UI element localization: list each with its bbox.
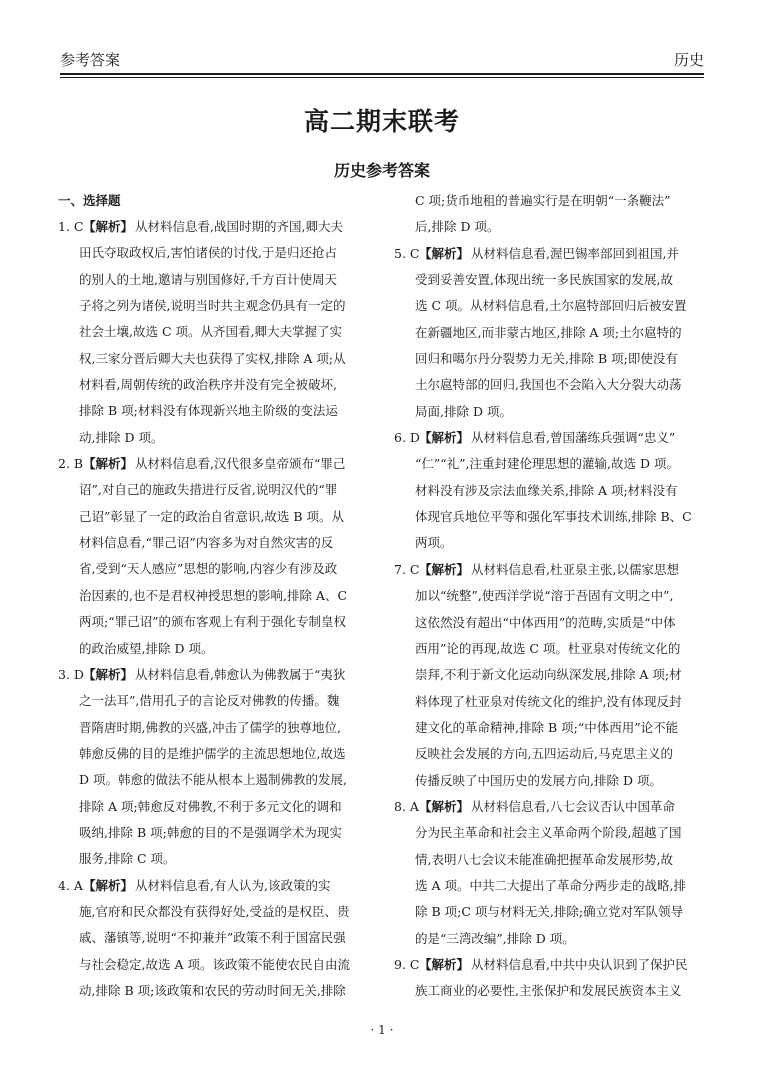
answer-number: 7. C [394,561,420,577]
answer-line [58,636,368,662]
answer-item [394,425,704,557]
answer-line [394,425,704,451]
answer-text: 诏”,对自己的施政失措进行反省,说明汉代的“罪 [79,482,338,498]
answer-text: 反映社会发展的方向,五四运动后,马克思主义的 [415,746,673,762]
answer-item [394,794,704,952]
answer-text: 选 A 项。中共二大提出了革命分两步走的战略,排 [415,877,686,893]
answer-line [394,741,704,767]
right-answer-list [394,188,704,1005]
page-subtitle: 历史参考答案 [333,161,430,180]
left-answer-list [58,214,368,1004]
analysis-tag: 【解析】 [419,430,470,446]
answer-line [58,688,368,714]
answer-text: 分为民主革命和社会主义革命两个阶段,超越了国 [415,825,682,841]
analysis-tag: 【解析】 [83,666,134,682]
answer-line [394,372,704,398]
answer-line [394,320,704,346]
answer-line [394,530,704,556]
section-heading: 一、选择题 [58,193,121,208]
answer-text: “仁”“礼”,注重封建伦理思想的灌输,故选 D 项。 [415,456,679,472]
page-number: · 1 · [370,1023,394,1037]
answer-line [394,978,704,1004]
answer-line [58,583,368,609]
answer-text: 戚、藩镇等,说明“不抑兼并”政策不利于国富民强 [79,930,346,946]
answer-line [58,477,368,503]
answer-text: 施,官府和民众都没有获得好处,受益的是权臣、贵 [79,903,350,919]
header-rule [60,73,704,75]
answer-text: 选 C 项。从材料信息看,土尔扈特部回归后被安置 [415,298,687,314]
answer-line [58,372,368,398]
answer-text: 材料没有涉及宗法血缘关系,排除 A 项;材料没有 [415,482,678,498]
answer-item [58,873,368,1005]
analysis-tag: 【解析】 [83,877,134,893]
answer-line [58,846,368,872]
answer-line [394,715,704,741]
answer-text: 从材料信息看,杜亚泉主张,以儒家思想 [471,561,679,577]
answer-text: 服务,排除 C 项。 [79,851,176,867]
answer-text: 田氏夺取政权后,害怕诸侯的讨伐,于是归还抢占 [79,245,337,261]
answer-text: 从材料信息看,中共中央认识到了保护民 [471,956,688,972]
answer-line [58,925,368,951]
answer-text: 两项;“罪己诏”的颁布客观上有利于强化专制皇权 [79,614,346,630]
answer-text: 西用”论的再现,故选 C 项。杜亚泉对传统文化的 [415,640,681,656]
answer-line [394,899,704,925]
answer-line [58,899,368,925]
answer-text: 这依然没有超出“中体西用”的范畴,实质是“中体 [415,614,676,630]
answer-text: 后,排除 D 项。 [415,219,500,235]
answer-text: 除 B 项;C 项与材料无关,排除;确立党对军队领导 [415,904,684,920]
answer-line [58,794,368,820]
answer-number: 3. D [58,666,84,682]
answer-text: 回归和噶尔丹分裂势力无关,排除 B 项;即使没有 [415,351,678,367]
answer-number: 8. A [394,798,419,814]
answer-line [394,346,704,372]
analysis-tag: 【解析】 [83,219,134,234]
answer-line [394,214,704,240]
answer-text: 排除 A 项;韩愈反对佛教,不利于多元文化的调和 [79,798,342,814]
answer-text: 的政治威望,排除 D 项。 [79,640,214,656]
answer-line [58,741,368,767]
answer-line [394,636,704,662]
answer-line [58,530,368,556]
answer-line [58,662,368,688]
answer-item [394,188,704,241]
answer-text: 动,排除 D 项。 [79,429,164,445]
answer-text: 两项。 [415,535,453,551]
answer-line [394,504,704,530]
answer-item [394,557,704,794]
answer-text: D 项。韩愈的做法不能从根本上遏制佛教的发展, [79,772,347,788]
analysis-tag: 【解析】 [419,956,470,972]
answer-line [394,847,704,873]
answer-line [394,768,704,794]
answer-line [58,240,368,266]
answer-line [394,451,704,477]
answer-text: 在新疆地区,而非蒙古地区,排除 A 项;土尔扈特的 [415,324,682,340]
answer-text: 从材料信息看,八七会议否认中国革命 [471,798,675,814]
answer-line [58,978,368,1004]
answer-line [394,267,704,293]
answer-line [394,188,704,214]
answer-item [58,214,368,451]
answer-line [58,398,368,424]
analysis-tag: 【解析】 [83,456,134,472]
page-title: 高二期末联考 [303,107,460,136]
answer-text: C 项;货币地租的普遍实行是在明朝“一条鞭法” [415,193,671,208]
answer-line [58,767,368,793]
answer-item [58,662,368,873]
answer-text: 材料信息看,“罪己诏”内容多为对自然灾害的反 [79,535,334,551]
page-header [60,46,704,76]
answer-line [394,952,704,978]
analysis-tag: 【解析】 [419,561,470,577]
answer-line [394,926,704,952]
answer-line [394,241,704,267]
answer-number: 4. A [58,877,83,893]
answer-text: 与社会稳定,故选 A 项。该政策不能使农民自由流 [79,956,350,972]
answer-text: 局面,排除 D 项。 [415,403,512,419]
answer-text: 受到妥善安置,体现出统一多民族国家的发展,故 [415,272,673,288]
answer-text: 子将之列为诸侯,说明当时共主观念仍具有一定的 [79,298,346,314]
answer-text: 排除 B 项;材料没有体现新兴地主阶级的变法运 [79,403,338,419]
right-column [394,188,704,1005]
answer-line [394,583,704,609]
answer-line [58,267,368,293]
answer-line [58,319,368,345]
answer-text: 省,受到“天人感应”思想的影响,内容少有涉及政 [79,561,338,577]
answer-text: 材料看,周朝传统的政治秩序并没有完全被破坏, [79,377,337,393]
answer-line [394,399,704,425]
answer-text: 从材料信息看,曾国藩练兵强调“忠义” [471,430,676,446]
answer-text: 己诏”彰显了一定的政治自省意识,故选 B 项。从 [79,508,344,524]
answer-line [394,794,704,820]
answer-text: 传播反映了中国历史的发展方向,排除 D 项。 [415,772,662,788]
answer-line [58,293,368,319]
answer-text: 之一法耳”,借用孔子的言论反对佛教的传播。魏 [79,693,340,709]
answer-number: 5. C [394,245,420,261]
answer-text: 从材料信息看,战国时期的齐国,卿大夫 [135,219,343,234]
answer-text: 族工商业的必要性,主张保护和发展民族资本主义 [415,983,682,999]
answer-line [58,952,368,978]
answer-line [58,873,368,899]
header-rule-thin [60,77,704,78]
answer-text: 从材料信息看,有人认为,该政策的实 [135,877,331,893]
answer-line [58,346,368,372]
answer-line [58,609,368,635]
left-column [58,188,368,1004]
answer-line [58,451,368,477]
answer-line [394,873,704,899]
answer-text: 吸纳,排除 B 项;韩愈的目的不是强调学术为现实 [79,824,342,840]
answer-line [58,556,368,582]
answer-text: 从材料信息看,韩愈认为佛教属于“夷狄 [135,666,346,682]
answer-line [394,689,704,715]
answer-line [394,610,704,636]
answer-text: 动,排除 B 项;该政策和农民的劳动时间无关,排除 [79,982,346,998]
answer-text: 情,表明八七会议未能准确把握革命发展形势,故 [415,851,673,867]
answer-text: 建文化的革命精神,排除 B 项;“中体西用”论不能 [415,719,679,735]
answer-line [394,293,704,319]
analysis-tag: 【解析】 [419,245,470,261]
answer-text: 韩愈反佛的目的是维护儒学的主流思想地位,故选 [79,745,346,761]
answer-text: 加以“统整”,使西洋学说“溶于吾固有文明之中”, [415,588,674,604]
answer-item [58,451,368,662]
answer-text: 权,三家分晋后卿大夫也获得了实权,排除 A 项;从 [79,350,346,366]
answer-number: 1. C [58,219,84,234]
answer-text: 从材料信息看,渥巴锡率部回到祖国,并 [471,245,679,261]
answer-line [394,820,704,846]
answer-text: 晋隋唐时期,佛教的兴盛,冲击了儒学的独尊地位, [79,719,341,735]
answer-line [58,425,368,451]
analysis-tag: 【解析】 [419,798,470,814]
header-left-label: 参考答案 [60,51,121,69]
answer-item [394,952,704,1005]
answer-line [394,557,704,583]
answer-number: 6. D [394,430,420,446]
answer-text: 治因素的,也不是君权神授思想的影响,排除 A、C [79,587,348,603]
answer-line [58,504,368,530]
answer-text: 的别人的土地,邀请与别国修好,千方百计使周天 [79,271,337,287]
answer-line [58,820,368,846]
answer-item [394,241,704,425]
answer-text: 体现官兵地位平等和强化军事技术训练,排除 B、C [415,509,692,525]
answer-number: 9. C [394,956,420,972]
answer-line [58,715,368,741]
answer-text: 从材料信息看,汉代很多皇帝颁布“罪己 [135,456,346,472]
answer-number: 2. B [58,456,84,472]
answer-text: 崇拜,不利于新文化运动向纵深发展,排除 A 项;材 [415,667,682,683]
answer-line [394,478,704,504]
answer-text: 土尔扈特部的回归,我国也不会陷入大分裂大动荡 [415,377,682,393]
answer-text: 社会土壤,故选 C 项。从齐国看,卿大夫掌握了实 [79,324,342,340]
answer-line [58,214,368,240]
answer-text: 的是“三湾改编”,排除 D 项。 [415,930,575,946]
answer-text: 料体现了杜亚泉对传统文化的维护,没有体现反封 [415,693,682,709]
answer-line [394,662,704,688]
header-subject-label: 历史 [673,51,704,69]
